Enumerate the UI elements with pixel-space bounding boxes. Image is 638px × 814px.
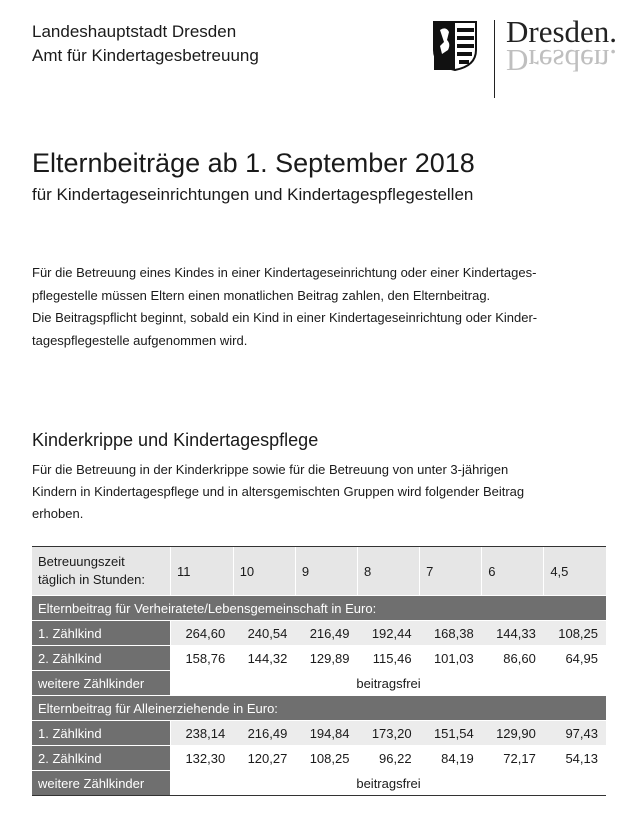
fee-cell: 97,43 [544, 721, 606, 746]
fee-cell: 54,13 [544, 746, 606, 771]
fee-cell: 129,90 [482, 721, 544, 746]
page-subtitle: für Kindertageseinrichtungen und Kindertagespflegestellen [32, 185, 474, 204]
intro-line: tagespflegestelle aufgenommen wird. [32, 332, 248, 348]
fee-cell: 84,19 [420, 746, 482, 771]
logo-wordmark-reflection: Dresden. [506, 43, 618, 78]
table-row [32, 746, 606, 771]
fee-cell: 238,14 [171, 721, 234, 746]
intro-line: Die Beitragspflicht beginnt, sobald ein Kind in einer Kindertageseinrichtung oder Kinder- [32, 310, 538, 325]
header-city: Landeshauptstadt Dresden [32, 22, 237, 41]
hours-cell: 6 [482, 547, 544, 596]
fee-cell: 101,03 [420, 646, 482, 671]
fee-cell: 129,89 [295, 646, 357, 671]
section-paragraph [32, 459, 602, 525]
fee-cell: 192,44 [357, 621, 419, 646]
header-org [32, 20, 259, 68]
group-title: Elternbeitrag für Alleinerziehende in Euro: [32, 696, 606, 721]
header-label-cell [32, 547, 171, 596]
fee-cell: 144,32 [233, 646, 295, 671]
intro-line: Für die Betreuung eines Kindes in einer Kindertageseinrichtung oder einer Kindertages- [32, 265, 537, 280]
table-row [32, 621, 606, 646]
page-title: Elternbeiträge ab 1. September 2018 [32, 148, 475, 178]
group-header-row [32, 696, 606, 721]
intro-paragraph [32, 262, 602, 352]
hours-cell: 8 [357, 547, 419, 596]
section-line: Für die Betreuung in der Kinderkrippe sowie für die Betreuung von unter 3-jährigen [32, 462, 509, 477]
fee-cell: 158,76 [171, 646, 234, 671]
table-row [32, 671, 606, 696]
fee-cell: 151,54 [420, 721, 482, 746]
fee-cell: 64,95 [544, 646, 606, 671]
fee-cell: 173,20 [357, 721, 419, 746]
header-office: Amt für Kindertagesbetreuung [32, 46, 259, 65]
hours-cell: 9 [295, 547, 357, 596]
free-cell: beitragsfrei [171, 771, 607, 796]
fee-cell: 168,38 [420, 621, 482, 646]
fee-cell: 132,30 [171, 746, 234, 771]
row-label: 2. Zählkind [32, 646, 171, 671]
row-label: weitere Zählkinder [32, 671, 171, 696]
group-title: Elternbeitrag für Verheiratete/Lebensgemeinschaft in Euro: [32, 596, 606, 621]
coat-of-arms-icon [432, 20, 478, 72]
table-header-row [32, 547, 606, 596]
header-label-line: täglich in Stunden: [38, 572, 145, 587]
logo-divider [494, 20, 495, 98]
fee-cell: 108,25 [295, 746, 357, 771]
fee-cell: 240,54 [233, 621, 295, 646]
row-label: 1. Zählkind [32, 621, 171, 646]
table-row [32, 646, 606, 671]
group-header-row [32, 596, 606, 621]
header-label-line: Betreuungszeit [38, 554, 125, 569]
fee-cell: 216,49 [295, 621, 357, 646]
fee-cell: 115,46 [357, 646, 419, 671]
intro-line: pflegestelle müssen Eltern einen monatlichen Beitrag zahlen, den Elternbeitrag. [32, 287, 491, 303]
fee-cell: 194,84 [295, 721, 357, 746]
fee-cell: 96,22 [357, 746, 419, 771]
table-row [32, 721, 606, 746]
section-line: erhoben. [32, 506, 84, 521]
row-label: 1. Zählkind [32, 721, 171, 746]
fee-cell: 108,25 [544, 621, 606, 646]
free-cell: beitragsfrei [171, 671, 607, 696]
fee-cell: 216,49 [233, 721, 295, 746]
fee-cell: 144,33 [482, 621, 544, 646]
hours-cell: 7 [420, 547, 482, 596]
fee-cell: 72,17 [482, 746, 544, 771]
table-row [32, 771, 606, 796]
fee-cell: 86,60 [482, 646, 544, 671]
hours-cell: 4,5 [544, 547, 606, 596]
fee-cell: 120,27 [233, 746, 295, 771]
row-label: 2. Zählkind [32, 746, 171, 771]
hours-cell: 10 [233, 547, 295, 596]
row-label: weitere Zählkinder [32, 771, 171, 796]
logo-wordmark: Dresden. [506, 14, 618, 49]
fee-cell: 264,60 [171, 621, 234, 646]
section-heading: Kinderkrippe und Kindertagespflege [32, 430, 319, 450]
fee-table [32, 546, 606, 796]
hours-cell: 11 [171, 547, 234, 596]
section-line: Kindern in Kindertagespflege und in altersgemischten Gruppen wird folgender Beitrag [32, 484, 525, 499]
